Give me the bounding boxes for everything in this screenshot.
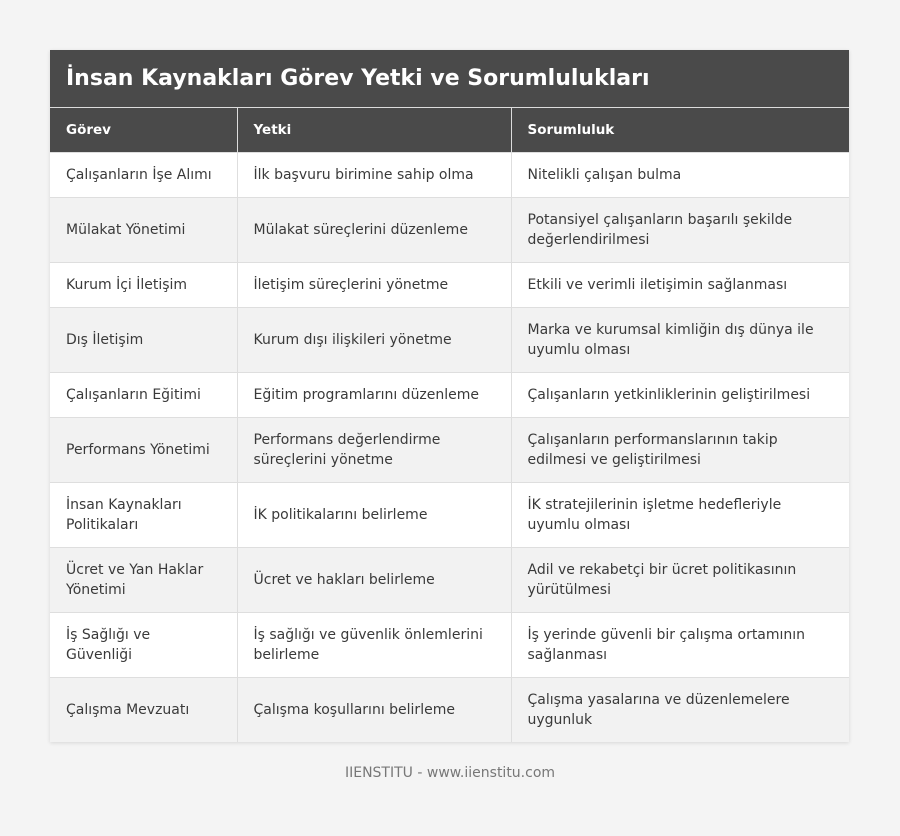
cell-gorev: Çalışma Mevzuatı [50,678,237,743]
cell-yetki: Mülakat süreçlerini düzenleme [237,198,511,263]
cell-yetki: İş sağlığı ve güvenlik önlemlerini belirleme [237,613,511,678]
cell-gorev: Çalışanların Eğitimi [50,373,237,418]
header-row [50,108,849,153]
cell-yetki: Çalışma koşullarını belirleme [237,678,511,743]
cell-gorev: Mülakat Yönetimi [50,198,237,263]
table-row [50,548,849,613]
table-title: İnsan Kaynakları Görev Yetki ve Sorumlulukları [50,50,849,108]
cell-yetki: İK politikalarını belirleme [237,483,511,548]
table-row [50,483,849,548]
column-header-sorumluluk: Sorumluluk [511,108,849,153]
table-card [50,50,849,742]
cell-sorumluluk: Çalışanların yetkinliklerinin geliştirilmesi [511,373,849,418]
cell-sorumluluk: Etkili ve verimli iletişimin sağlanması [511,263,849,308]
table-row [50,153,849,198]
table-row [50,613,849,678]
cell-sorumluluk: Adil ve rekabetçi bir ücret politikasının yürütülmesi [511,548,849,613]
cell-gorev: Kurum İçi İletişim [50,263,237,308]
cell-yetki: İletişim süreçlerini yönetme [237,263,511,308]
column-header-gorev: Görev [50,108,237,153]
table-row [50,263,849,308]
cell-sorumluluk: Nitelikli çalışan bulma [511,153,849,198]
cell-gorev: İş Sağlığı ve Güvenliği [50,613,237,678]
cell-gorev: Çalışanların İşe Alımı [50,153,237,198]
column-header-yetki: Yetki [237,108,511,153]
table-row [50,308,849,373]
cell-yetki: Performans değerlendirme süreçlerini yönetme [237,418,511,483]
table-row [50,678,849,743]
responsibilities-table [50,108,849,742]
table-row [50,198,849,263]
cell-yetki: Kurum dışı ilişkileri yönetme [237,308,511,373]
cell-yetki: Ücret ve hakları belirleme [237,548,511,613]
cell-yetki: Eğitim programlarını düzenleme [237,373,511,418]
cell-sorumluluk: İş yerinde güvenli bir çalışma ortamının sağlanması [511,613,849,678]
cell-sorumluluk: İK stratejilerinin işletme hedefleriyle uyumlu olması [511,483,849,548]
cell-gorev: Dış İletişim [50,308,237,373]
cell-gorev: İnsan Kaynakları Politikaları [50,483,237,548]
cell-sorumluluk: Çalışanların performanslarının takip edilmesi ve geliştirilmesi [511,418,849,483]
table-row [50,418,849,483]
cell-gorev: Ücret ve Yan Haklar Yönetimi [50,548,237,613]
table-row [50,373,849,418]
cell-sorumluluk: Çalışma yasalarına ve düzenlemelere uygunluk [511,678,849,743]
cell-sorumluluk: Marka ve kurumsal kimliğin dış dünya ile uyumlu olması [511,308,849,373]
cell-yetki: İlk başvuru birimine sahip olma [237,153,511,198]
footer-credit: IIENSTITU - www.iienstitu.com [344,765,556,781]
cell-sorumluluk: Potansiyel çalışanların başarılı şekilde değerlendirilmesi [511,198,849,263]
cell-gorev: Performans Yönetimi [50,418,237,483]
